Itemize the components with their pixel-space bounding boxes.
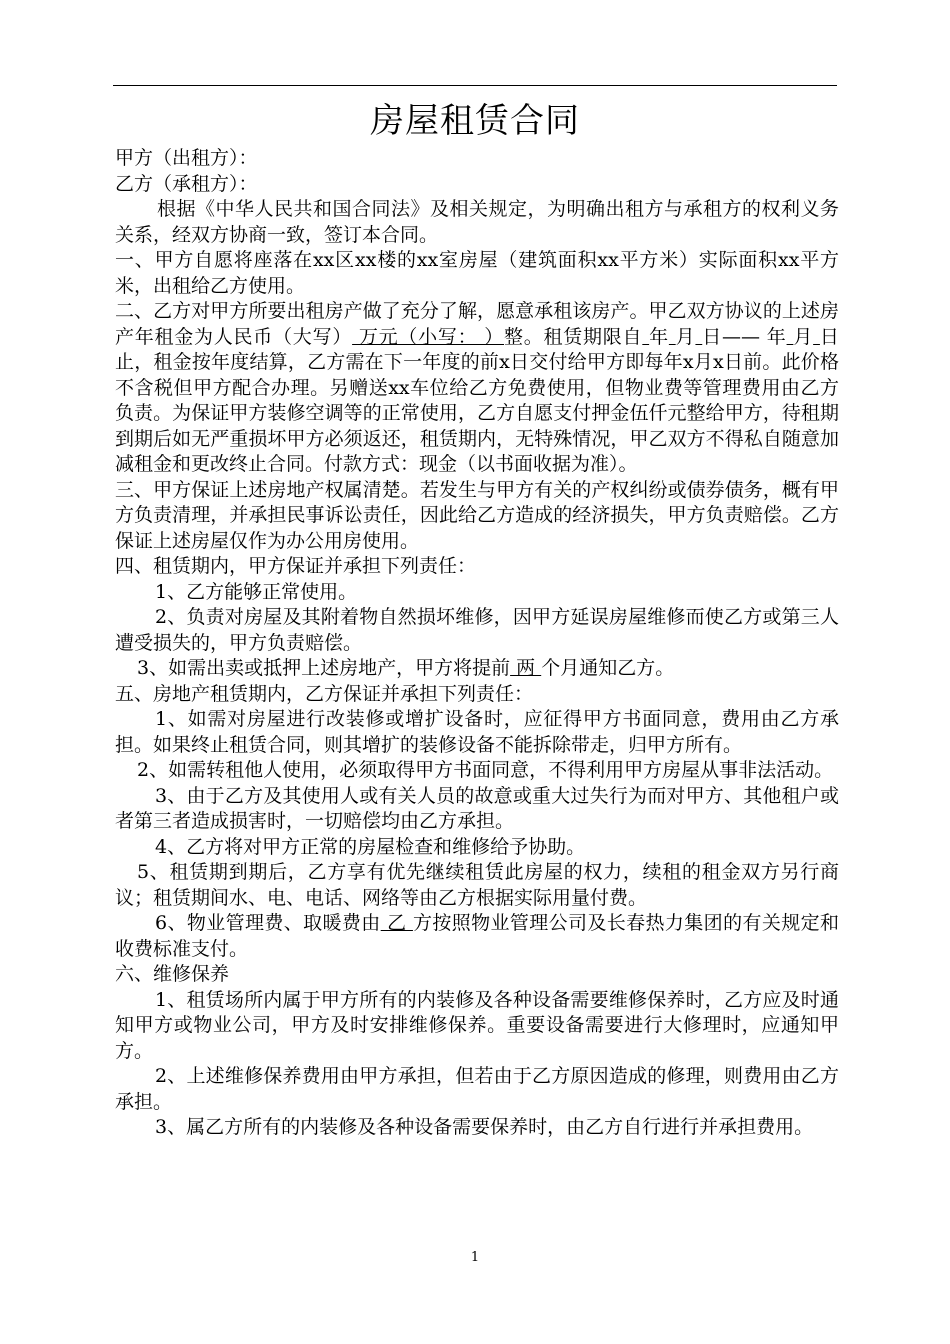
- notice-months-blank: 两: [510, 657, 542, 679]
- clause-2-text: 整。租赁期限自: [504, 325, 643, 348]
- clause-2-text: 日止，租金按年度结算，乙方需在下一年度的前x日交付给甲方即每年x月x日前。此价格不含税但甲方配合办理。另赠送xx车位给乙方免费使用，但物业费等管理费用由乙方负责。为保证甲方装修空调等的正常使用，乙方自愿支付押金伍仟元整给甲方，待租期到期后如无严重损坏甲方必须返还，租赁期内，无特殊情况，甲乙双方不得私自随意加减租金和更改终止合同。付款方式：现金（以书面收据为准）。: [115, 325, 839, 475]
- contract-body: [115, 146, 839, 1141]
- clause-6-item-2: 2、上述维修保养费用由甲方承担，但若由于乙方原因造成的修理，则费用由乙方承担。: [115, 1065, 839, 1113]
- clause-5-item-6-text: 6、物业管理费、取暖费由: [155, 912, 381, 934]
- clause-2-text: 月: [793, 325, 814, 348]
- document-title: 房屋租赁合同: [370, 101, 580, 141]
- clause-5-item-2: 2、如需转租他人使用，必须取得甲方书面同意，不得利用甲方房屋从事非法活动。: [137, 759, 834, 781]
- clause-2: [115, 299, 839, 478]
- clause-6-heading: 六、维修保养: [115, 963, 230, 985]
- clause-6-item-3: 3、属乙方所有的内装修及各种设备需要保养时，由乙方自行进行并承担费用。: [155, 1116, 814, 1138]
- header-rule: [113, 85, 837, 86]
- clause-4-heading: 四、租赁期内，甲方保证并承担下列责任：: [115, 555, 477, 577]
- clause-5-item-1: 1、如需对房屋进行改装修或增扩设备时，应征得甲方书面同意，费用由乙方承担。如果终止租赁合同，则其增扩的装修设备不能拆除带走，归甲方所有。: [115, 708, 839, 756]
- clause-2-text: 二、乙方对甲方所要出租房产做了充分了解，愿意承租该房产。甲乙双方协议的上述房产年租金为人民币（大写）: [115, 300, 839, 348]
- rent-amount-blank: 万元（小写： ）: [352, 325, 504, 348]
- clause-5-item-4: 4、乙方将对甲方正常的房屋检查和维修给予协助。: [155, 835, 586, 858]
- clause-5-item-5: 5、租赁期到期后，乙方享有优先继续租赁此房屋的权力，续租的租金双方另行商议；租赁期间水、电、电话、网络等由乙方根据实际用量付费。: [115, 861, 839, 909]
- clause-2-text: 年: [649, 325, 669, 348]
- clause-4-item-3: [115, 656, 839, 682]
- clause-2-text: 日——: [702, 325, 767, 348]
- clause-1: 一、甲方自愿将座落在xx区xx楼的xx室房屋（建筑面积xx平方米）实际面积xx平方米，出租给乙方使用。: [115, 249, 839, 297]
- clause-4-item-1: 1、乙方能够正常使用。: [155, 580, 358, 603]
- page-number: 1: [470, 1250, 480, 1265]
- clause-5-item-6-text: 方按照物业管理公司及长春热力集团的有关规定和收费标准支付。: [115, 912, 839, 960]
- party-a-line: 甲方（出租方）：: [115, 147, 258, 169]
- clause-6-item-1: 1、租赁场所内属于甲方所有的内装修及各种设备需要维修保养时，乙方应及时通知甲方或物业公司，甲方及时安排维修保养。重要设备需要进行大修理时，应通知甲方。: [115, 988, 839, 1062]
- clause-5-heading: 五、房地产租赁期内，乙方保证并承担下列责任：: [115, 682, 534, 705]
- end-day-blank: [813, 326, 820, 348]
- clause-4-item-3-text: 个月通知乙方。: [541, 657, 675, 679]
- clause-3: 三、甲方保证上述房地产权属清楚。若发生与甲方有关的产权纠纷或债券债务，概有甲方负责清理，并承担民事诉讼责任，因此给乙方造成的经济损失，甲方负责赔偿。乙方保证上述房屋仅作为办公用房使用。: [115, 478, 839, 552]
- clause-5-item-6: [115, 911, 839, 962]
- party-b-line: 乙方（承租方）：: [115, 172, 258, 195]
- payer-blank: 乙: [380, 912, 413, 934]
- clause-2-text: 年: [766, 325, 787, 348]
- clause-4-item-3-text: 3、如需出卖或抵押上述房地产，甲方将提前: [137, 657, 511, 679]
- preamble-paragraph: 根据《中华人民共和国合同法》及相关规定，为明确出租方与承租方的权利义务关系，经双方协商一致，签订本合同。: [115, 198, 839, 246]
- clause-2-text: 月: [675, 325, 696, 348]
- clause-5-item-3: 3、由于乙方及其使用人或有关人员的故意或重大过失行为而对甲方、其他租户或者第三者造成损害时，一切赔偿均由乙方承担。: [115, 784, 839, 832]
- clause-4-item-2: 2、负责对房屋及其附着物自然损坏维修，因甲方延误房屋维修而使乙方或第三人遭受损失的，甲方负责赔偿。: [115, 606, 839, 654]
- start-month-blank: [669, 326, 676, 348]
